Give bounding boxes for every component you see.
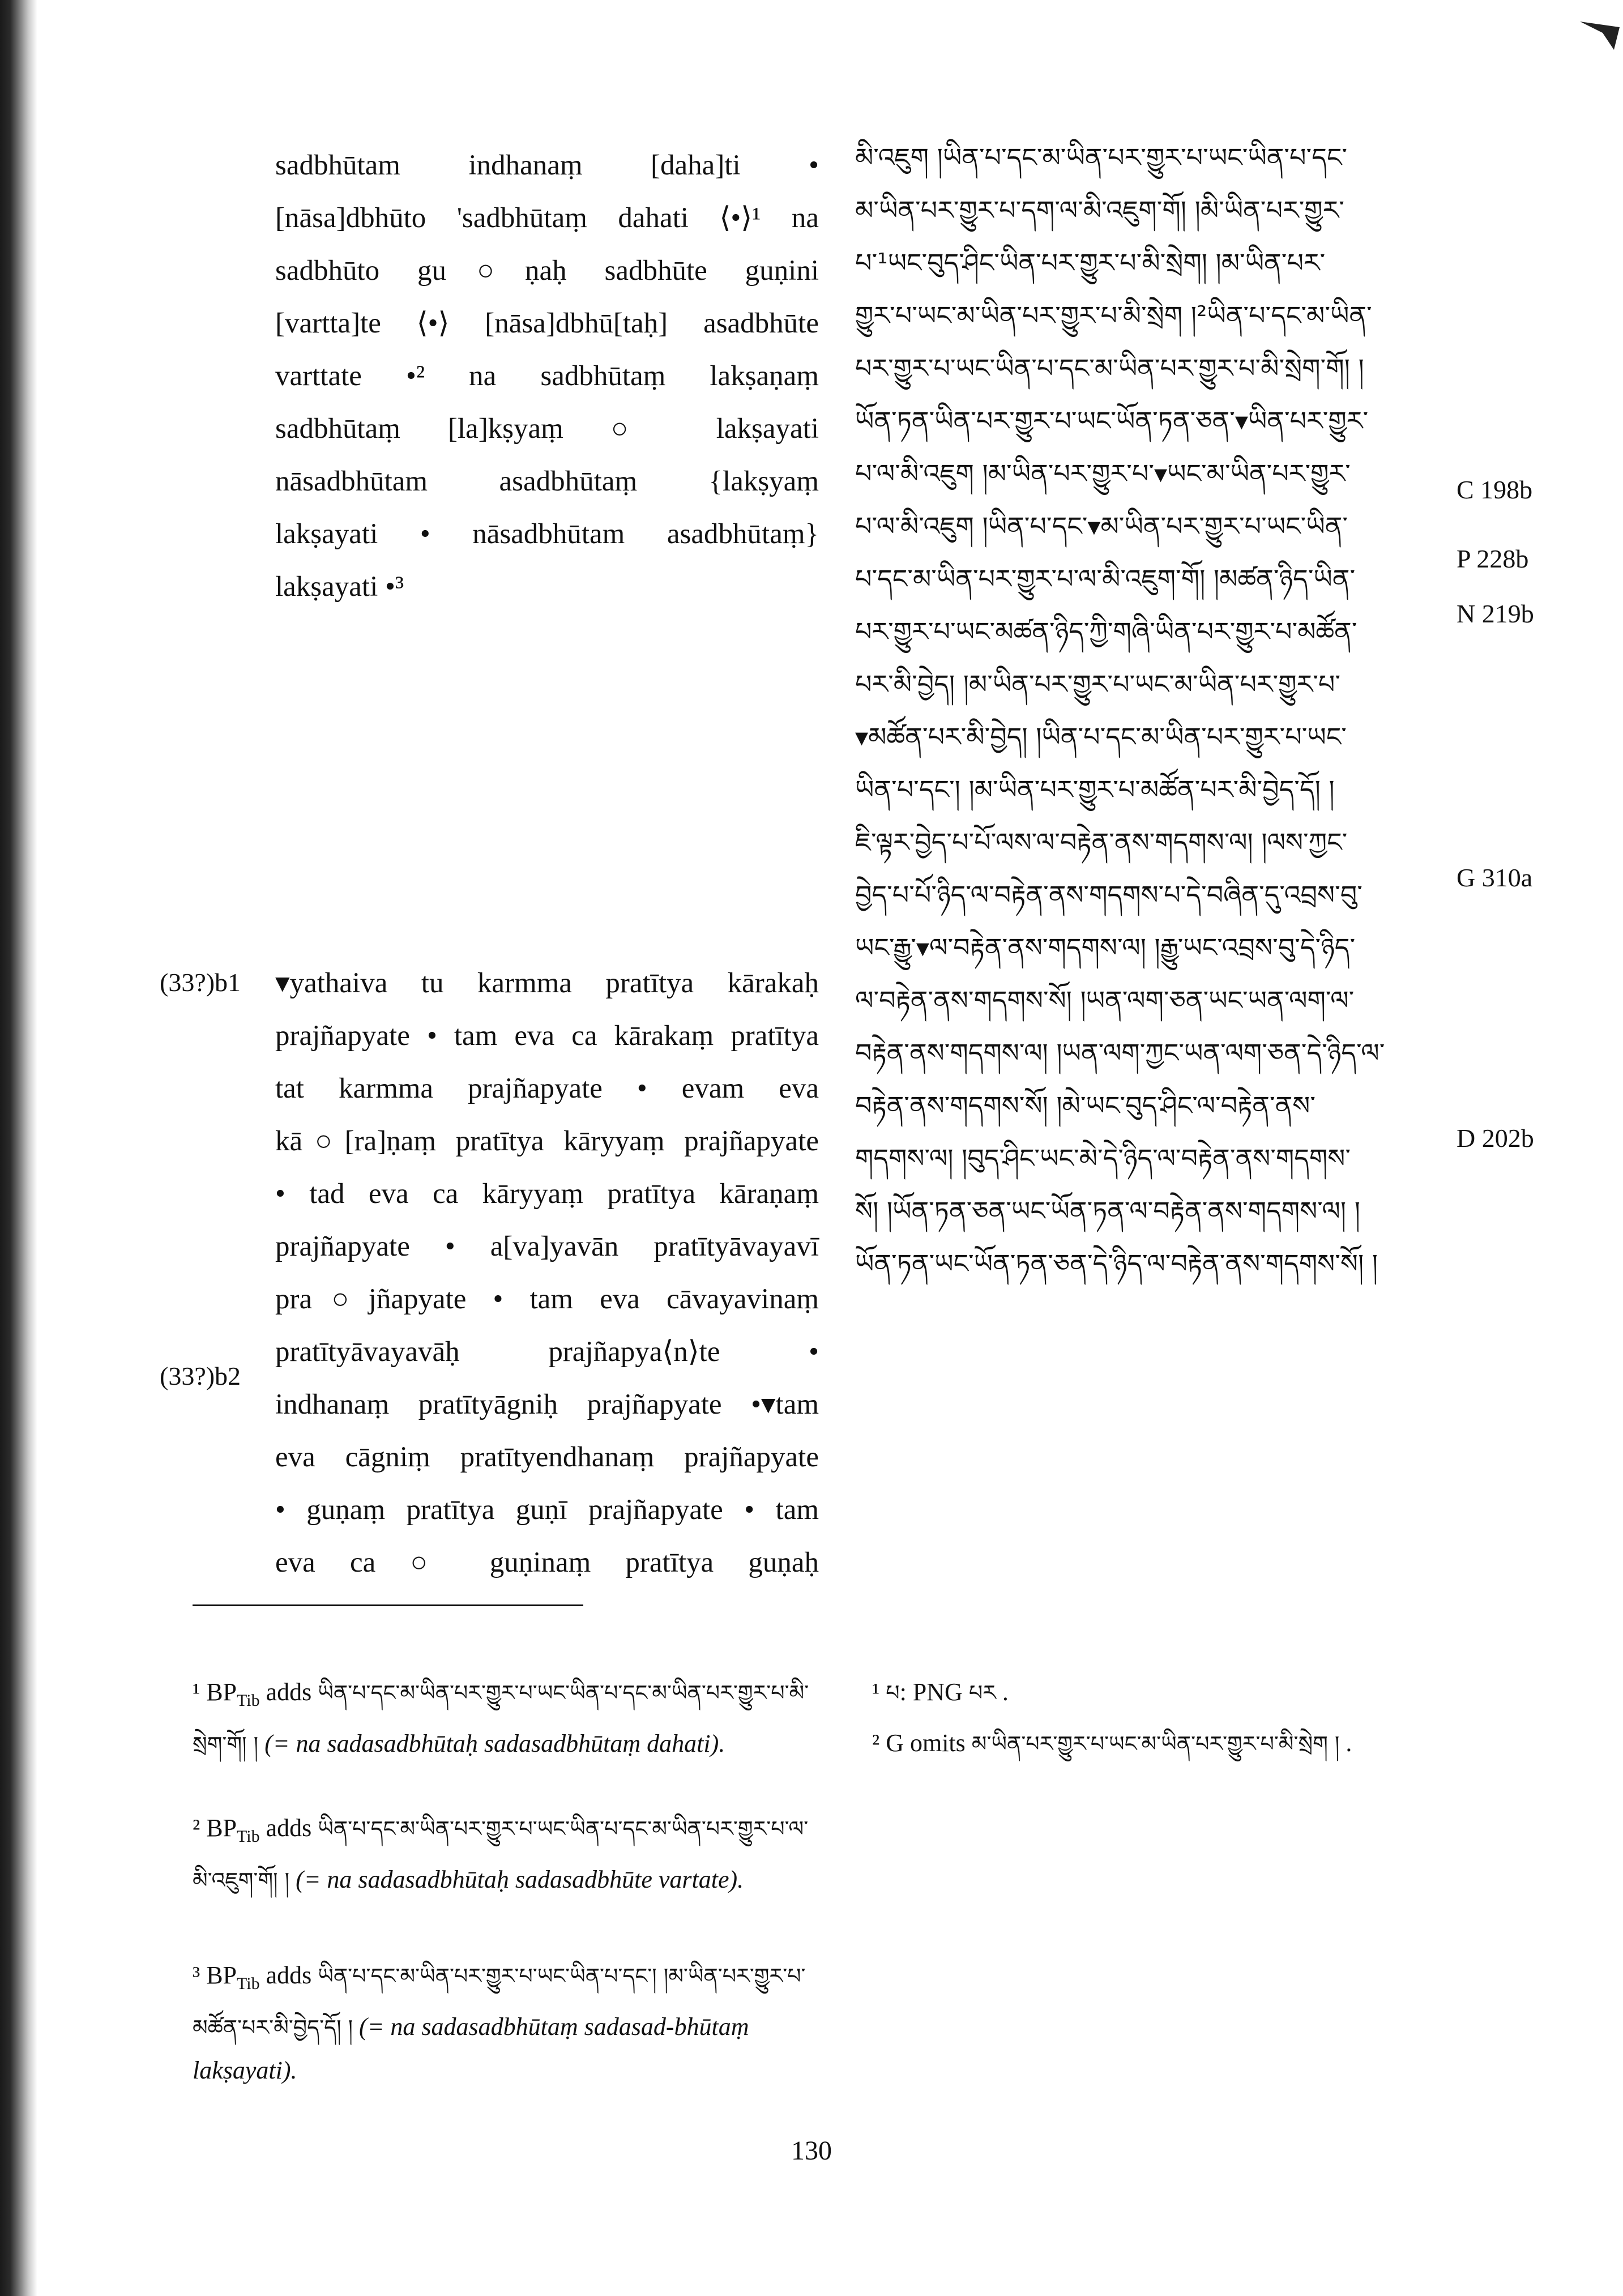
sanskrit-line: • guṇaṃ pratītya guṇī prajñapyate • tam	[275, 1494, 819, 1526]
fn2-sub: Tib	[237, 1826, 260, 1846]
sanskrit-line: ▾yathaiva tu karmma pratītya kārakaḥ	[275, 967, 819, 999]
sanskrit-line: eva ca ○ guṇinaṃ pratītya guṇaḥ	[275, 1547, 819, 1578]
fn3-label: ³ BP	[193, 1961, 237, 1989]
tibetan-line: ཇི་ལྟར་བྱེད་པ་པོ་ལས་ལ་བརྟེན་ནས་གདགས་ལ། །ལས་ཀྱང་	[855, 827, 1348, 857]
fn2-label: ² BP	[193, 1814, 237, 1842]
sanskrit-line: sadbhūtam indhanaṃ [daha]ti •	[275, 150, 819, 181]
folio-ref-p: P 228b	[1457, 544, 1529, 573]
fn3-translation: (= na sadasadbhūtaṃ sadasad-bhūtaṃ lakṣayati).	[193, 2012, 749, 2084]
sanskrit-line: pratītyāvayavāḥ prajñapya⟨n⟩te •	[275, 1336, 819, 1368]
tibetan-line: པ་དང་མ་ཡིན་པར་གྱུར་པ་ལ་མི་འཇུག་གོ། །མཚན་ཉིད་ཡིན་	[855, 564, 1356, 594]
tibetan-line: སོ། །ཡོན་ཏན་ཅན་ཡང་ཡོན་ཏན་ལ་བརྟེན་ནས་གདགས་ལ། །	[855, 1196, 1360, 1226]
footnote-rule	[193, 1604, 583, 1606]
footnote-1	[193, 1671, 821, 1766]
sanskrit-line: pra○jñapyate • tam eva cāvayavinaṃ	[275, 1283, 819, 1315]
fn-tib2-omission: མ་ཡིན་པར་གྱུར་པ་ཡང་མ་ཡིན་པར་གྱུར་པ་མི་སྲེག །	[971, 1731, 1340, 1756]
tibetan-line: པར་གྱུར་པ་ཡང་མཚན་ཉིད་ཀྱི་གཞི་ཡིན་པར་གྱུར་པ་མཚོན་	[855, 616, 1357, 647]
fn1-translation: (= na sadasadbhūtaḥ sadasadbhūtaṃ dahati).	[264, 1729, 725, 1757]
sanskrit-line: nāsadbhūtam asadbhūtaṃ {lakṣyaṃ	[275, 466, 819, 497]
folio-ref-n: N 219b	[1457, 599, 1534, 628]
sanskrit-line: lakṣayati •³	[275, 571, 404, 603]
sanskrit-block-1	[275, 139, 819, 613]
footnote-tib-2	[872, 1722, 1552, 1765]
folio-ref-b2: (33?)b2	[160, 1362, 241, 1390]
sanskrit-line: kā○[ra]ṇaṃ pratītya kāryyaṃ prajñapyate	[275, 1125, 819, 1157]
fn1-adds: adds	[259, 1678, 318, 1706]
fn-tib2-end: .	[1339, 1729, 1352, 1757]
fn1-sub: Tib	[237, 1691, 260, 1710]
tibetan-line: མི་འཇུག །ཡིན་པ་དང་མ་ཡིན་པར་གྱུར་པ་ཡང་ཡིན་པ་དང་	[855, 142, 1348, 173]
tibetan-line: པ་ལ་མི་འཇུག །མ་ཡིན་པར་གྱུར་པ་▾ཡང་མ་ཡིན་པར་གྱུར་	[855, 458, 1351, 489]
fn2-translation: (= na sadasadbhūtaḥ sadasadbhūte vartate).	[296, 1865, 744, 1893]
tibetan-line: ཡིན་པ་དང་། །མ་ཡིན་པར་གྱུར་པ་མཚོན་པར་མི་བྱེད་དོ། །	[855, 774, 1335, 805]
fn2-adds: adds	[259, 1814, 318, 1842]
tibetan-line: པར་མི་བྱེད། །མ་ཡིན་པར་གྱུར་པ་ཡང་མ་ཡིན་པར་གྱུར་པ་	[855, 669, 1341, 699]
tibetan-line: ཡང་རྒྱུ་▾ལ་བརྟེན་ནས་གདགས་ལ། །རྒྱུ་ཡང་འབྲས་བུ་དེ་ཉིད་	[855, 932, 1356, 963]
tibetan-line: ▾མཚོན་པར་མི་བྱེད། །ཡིན་པ་དང་མ་ཡིན་པར་གྱུར་པ་ཡང་	[855, 722, 1347, 752]
tibetan-line: ཡོན་ཏན་ཡང་ཡོན་ཏན་ཅན་དེ་ཉིད་ལ་བརྟེན་ནས་གདགས་སོ། །	[855, 1248, 1378, 1279]
tibetan-line: བྱེད་པ་པོ་ཉིད་ལ་བརྟེན་ནས་གདགས་པ་དེ་བཞིན་དུ་འབྲས་བུ་	[855, 880, 1363, 910]
tibetan-line: མ་ཡིན་པར་གྱུར་པ་དག་ལ་མི་འཇུག་གོ། །མི་ཡིན་པར་གྱུར་	[855, 195, 1344, 225]
tibetan-text-column	[855, 131, 1438, 1290]
tibetan-line: བརྟེན་ནས་གདགས་སོ། །མེ་ཡང་བུད་ཤིང་ལ་བརྟེན་ནས་	[855, 1090, 1316, 1121]
tibetan-line: ལ་བརྟེན་ནས་གདགས་སོ། །ཡན་ལག་ཅན་ཡང་ཡན་ལག་ལ་	[855, 985, 1355, 1015]
tibetan-line: གྱུར་པ་ཡང་མ་ཡིན་པར་གྱུར་པ་མི་སྲེག །²ཡིན་པ་དང་མ་ཡིན་	[855, 300, 1372, 331]
folio-ref-d: D 202b	[1457, 1124, 1534, 1153]
folio-ref-c: C 198b	[1457, 475, 1533, 504]
page-number: 130	[791, 2136, 832, 2166]
footnote-tib-1	[872, 1671, 1552, 1714]
sanskrit-line: [vartta]te ⟨•⟩ [nāsa]dbhū[taḥ] asadbhūte	[275, 308, 819, 339]
tibetan-line: པ་¹ཡང་བུད་ཤིང་ཡིན་པར་གྱུར་པ་མི་སྲེག། །མ་ཡིན་པར་	[855, 247, 1326, 278]
tibetan-line: པ་ལ་མི་འཇུག །ཡིན་པ་དང་▾མ་ཡིན་པར་གྱུར་པ་ཡང་ཡིན་	[855, 511, 1348, 541]
footnote-3	[193, 1954, 821, 2092]
sanskrit-line: lakṣayati • nāsadbhūtam asadbhūtaṃ}	[275, 518, 819, 550]
fn3-adds: adds	[259, 1961, 318, 1989]
scan-corner-mark	[1580, 16, 1620, 50]
folio-ref-b1: (33?)b1	[160, 968, 241, 997]
fn-tib1-variant: པར	[968, 1680, 996, 1705]
fn3-tibetan: ཡིན་པ་དང་མ་ཡིན་པར་གྱུར་པ་ཡང་ཡིན་པ་དང་། །མ་ཡིན་པར་གྱུར་པ་མཚོན་པར་མི་བྱེད་དོ། །	[193, 1964, 806, 2040]
sanskrit-line: eva cāgniṃ pratītyendhanaṃ prajñapyate	[275, 1441, 819, 1473]
sanskrit-line: sadbhūto gu○ṇaḥ sadbhūte guṇini	[275, 255, 819, 287]
fn-tib2-text: ² G omits	[872, 1729, 972, 1757]
sanskrit-line: varttate •² na sadbhūtaṃ lakṣaṇaṃ	[275, 360, 819, 392]
fn-tib1-lemma: པ	[886, 1680, 900, 1705]
fn1-label: ¹ BP	[193, 1678, 237, 1706]
fn3-sub: Tib	[237, 1974, 260, 1993]
sanskrit-line: • tad eva ca kāryyaṃ pratītya kāraṇaṃ	[275, 1178, 819, 1210]
tibetan-line: གདགས་ལ། །བུད་ཤིང་ཡང་མེ་དེ་ཉིད་ལ་བརྟེན་ནས་གདགས་	[855, 1143, 1351, 1173]
footnote-2	[193, 1807, 821, 1902]
scan-binding-edge	[0, 0, 37, 2296]
folio-ref-g: G 310a	[1457, 863, 1533, 892]
sanskrit-line: prajñapyate • a[va]yavān pratītyāvayavī	[275, 1231, 819, 1262]
tibetan-line: བརྟེན་ནས་གདགས་ལ། །ཡན་ལག་ཀྱང་ཡན་ལག་ཅན་དེ་ཉིད་ལ་	[855, 1038, 1385, 1068]
tibetan-line: པར་གྱུར་པ་ཡང་ཡིན་པ་དང་མ་ཡིན་པར་གྱུར་པ་མི་སྲེག་གོ། །	[855, 353, 1364, 383]
sanskrit-line: tat karmma prajñapyate • evam eva	[275, 1073, 819, 1104]
sanskrit-line: prajñapyate • tam eva ca kārakaṃ pratītya	[275, 1020, 819, 1052]
fn-tib1-text: : PNG	[899, 1678, 969, 1706]
fn-tib1-num: ¹	[872, 1678, 886, 1706]
sanskrit-line: [nāsa]dbhūto 'sadbhūtaṃ dahati ⟨•⟩¹ na	[275, 202, 819, 234]
fn-tib1-end: .	[996, 1678, 1009, 1706]
sanskrit-line: sadbhūtaṃ [la]kṣyaṃ ○ lakṣayati	[275, 413, 819, 445]
tibetan-line: ཡོན་ཏན་ཡིན་པར་གྱུར་པ་ཡང་ཡོན་ཏན་ཅན་▾ཡིན་པར་གྱུར་	[855, 406, 1369, 436]
fn1-tibetan: ཡིན་པ་དང་མ་ཡིན་པར་གྱུར་པ་ཡང་ཡིན་པ་དང་མ་ཡིན་པར་གྱུར་པ་མི་སྲེག་གོ། །	[193, 1680, 809, 1757]
sanskrit-block-2	[275, 957, 819, 1589]
fn2-tibetan: ཡིན་པ་དང་མ་ཡིན་པར་གྱུར་པ་ཡང་ཡིན་པ་དང་མ་ཡིན་པར་གྱུར་པ་ལ་མི་འཇུག་གོ། །	[193, 1816, 809, 1893]
sanskrit-line: indhanaṃ pratītyāgniḥ prajñapyate •▾tam	[275, 1389, 819, 1420]
